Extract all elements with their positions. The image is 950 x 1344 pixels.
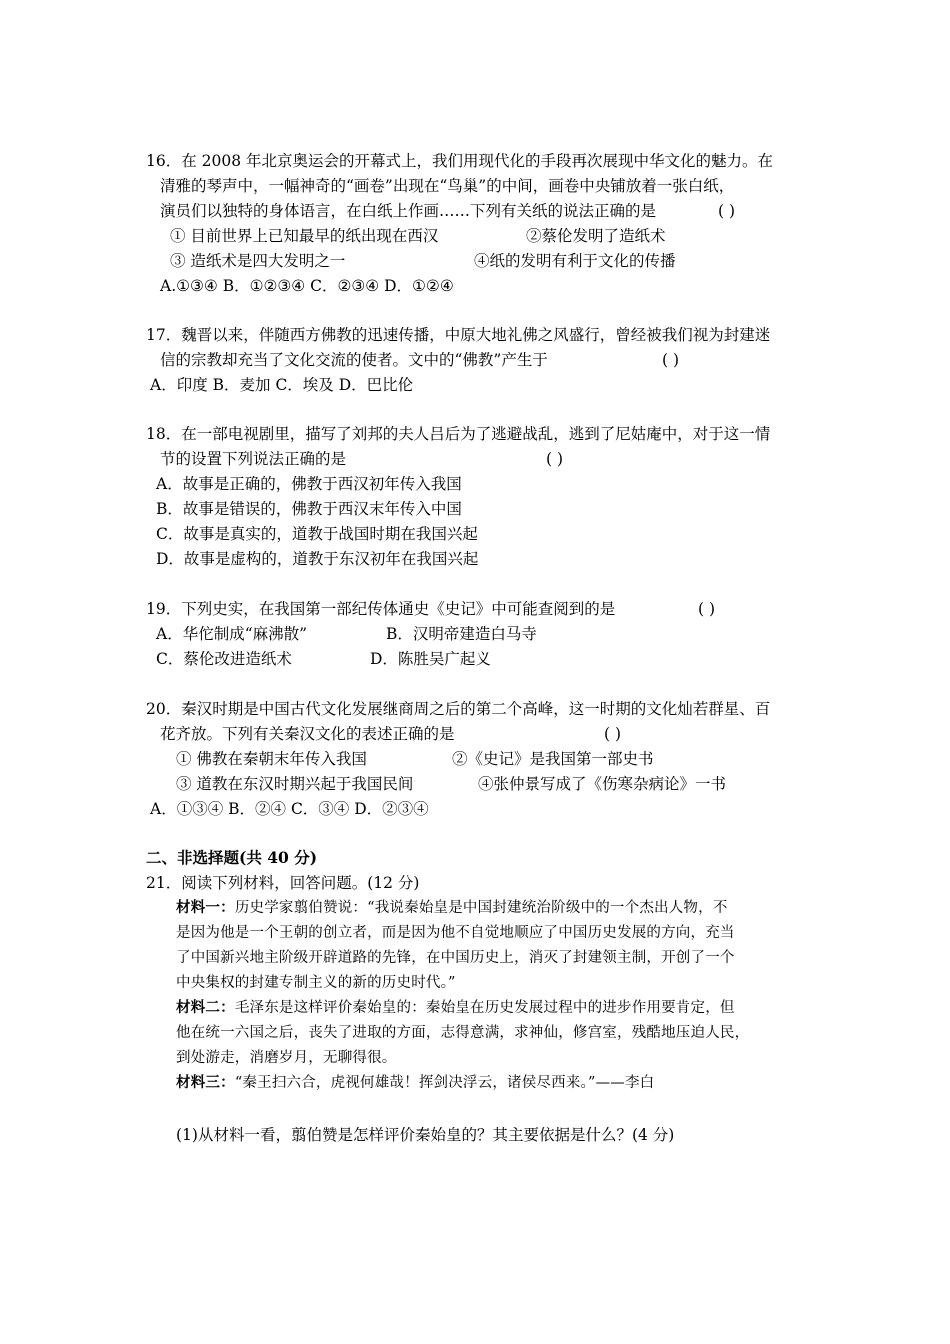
- q16-line2: 清雅的琴声中，一幅神奇的“画卷”出现在“鸟巢”的中间，画卷中央铺放着一张白纸，: [160, 177, 735, 195]
- q16-answer-bracket: ( ): [718, 202, 736, 220]
- q16-statement-2: ②蔡伦发明了造纸术: [526, 227, 666, 245]
- q21-sub-question-1: (1)从材料一看，翦伯赞是怎样评价秦始皇的？其主要依据是什么？(4 分): [176, 1126, 675, 1144]
- q21-material-1-line1: 材料一：历史学家翦伯赞说：“我说秦始皇是中国封建统治阶级中的一个杰出人物，不: [176, 899, 728, 916]
- q21-material-2-line3: 到处游走，消磨岁月，无聊得很。: [176, 1050, 397, 1066]
- q20-line1: 20．秦汉时期是中国古代文化发展继商周之后的第二个高峰，这一时期的文化灿若群星、百: [146, 700, 771, 718]
- q19-option-c: C．蔡伦改进造纸术: [156, 650, 292, 668]
- q16-line1: 16．在 2008 年北京奥运会的开幕式上，我们用现代化的手段再次展现中华文化的魅力。在: [146, 152, 774, 170]
- section-2-title: 二、非选择题(共 40 分): [146, 848, 318, 867]
- q17-line1: 17．魏晋以来，伴随西方佛教的迅速传播，中原大地礼佛之风盛行，曾经被我们视为封建迷: [146, 326, 771, 344]
- q20-statement-2: ②《史记》是我国第一部史书: [452, 750, 654, 768]
- q16-statement-4: ④纸的发明有利于文化的传播: [474, 252, 676, 270]
- q18-option-a: A．故事是正确的，佛教于西汉初年传入我国: [156, 475, 462, 493]
- material-1-label: 材料一：: [176, 899, 235, 916]
- q18-option-c: C．故事是真实的，道教于战国时期在我国兴起: [156, 525, 478, 543]
- q20-options: A．①③④ B．②④ C．③④ D．②③④: [150, 800, 429, 818]
- q18-option-d: D．故事是虚构的，道教于东汉初年在我国兴起: [156, 550, 479, 568]
- q17-options: A．印度 B．麦加 C．埃及 D．巴比伦: [150, 376, 414, 394]
- q20-statement-1: ① 佛教在秦朝末年传入我国: [176, 750, 367, 768]
- q20-line2: 花齐放。下列有关秦汉文化的表述正确的是: [160, 725, 455, 743]
- q19-option-d: D．陈胜吴广起义: [370, 650, 491, 668]
- q18-line1: 18．在一部电视剧里，描写了刘邦的夫人吕后为了逃避战乱，逃到了尼姑庵中，对于这一情: [146, 425, 771, 443]
- material-2-label: 材料二：: [176, 999, 235, 1016]
- q19-option-a: A．华佗制成“麻沸散”: [156, 625, 308, 643]
- q21-material-3-line1: 材料三：“秦王扫六合，虎视何雄哉！挥剑决浮云，诸侯尽西来。”——李白: [176, 1074, 655, 1091]
- q18-line2: 节的设置下列说法正确的是: [160, 450, 347, 468]
- q21-material-2-line1: 材料二：毛泽东是这样评价秦始皇的：秦始皇在历史发展过程中的进步作用要肯定，但: [176, 999, 735, 1016]
- q19-option-b: B．汉明帝建造白马寺: [386, 625, 537, 643]
- q17-answer-bracket: ( ): [662, 351, 680, 369]
- q21-material-1-line2: 是因为他是一个王朝的创立者，而是因为他不自觉地顺应了中国历史发展的方向，充当: [176, 925, 735, 941]
- q21-material-1-line4: 中央集权的封建专制主义的新的历史时代。”: [176, 975, 456, 991]
- q21-material-2-line2: 他在统一六国之后，丧失了进取的方面，志得意满，求神仙，修宫室，残酷地压迫人民，: [176, 1025, 750, 1041]
- q17-line2: 信的宗教却充当了文化交流的使者。文中的“佛教”产生于: [160, 351, 548, 369]
- q18-option-b: B．故事是错误的，佛教于西汉末年传入中国: [156, 500, 462, 518]
- q16-line3: 演员们以独特的身体语言，在白纸上作画……下列有关纸的说法正确的是: [160, 202, 657, 220]
- q20-answer-bracket: ( ): [604, 725, 622, 743]
- q19-line1: 19．下列史实，在我国第一部纪传体通史《史记》中可能查阅到的是: [146, 600, 616, 618]
- q21-line1: 21．阅读下列材料，回答问题。(12 分): [146, 874, 420, 892]
- q16-options: A.①③④ B．①②③④ C．②③④ D．①②④: [160, 277, 454, 295]
- q16-statement-1: ① 目前世界上已知最早的纸出现在西汉: [170, 227, 439, 245]
- q20-statement-4: ④张仲景写成了《伤寒杂病论》一书: [478, 775, 727, 793]
- q19-answer-bracket: ( ): [698, 600, 716, 618]
- q18-answer-bracket: ( ): [546, 450, 564, 468]
- material-3-label: 材料三：: [176, 1074, 235, 1091]
- q21-material-1-line3: 了中国新兴地主阶级开辟道路的先锋，在中国历史上，消灭了封建领主制，开创了一个: [176, 950, 735, 966]
- q16-statement-3: ③ 造纸术是四大发明之一: [170, 252, 346, 270]
- q20-statement-3: ③ 道教在东汉时期兴起于我国民间: [176, 775, 414, 793]
